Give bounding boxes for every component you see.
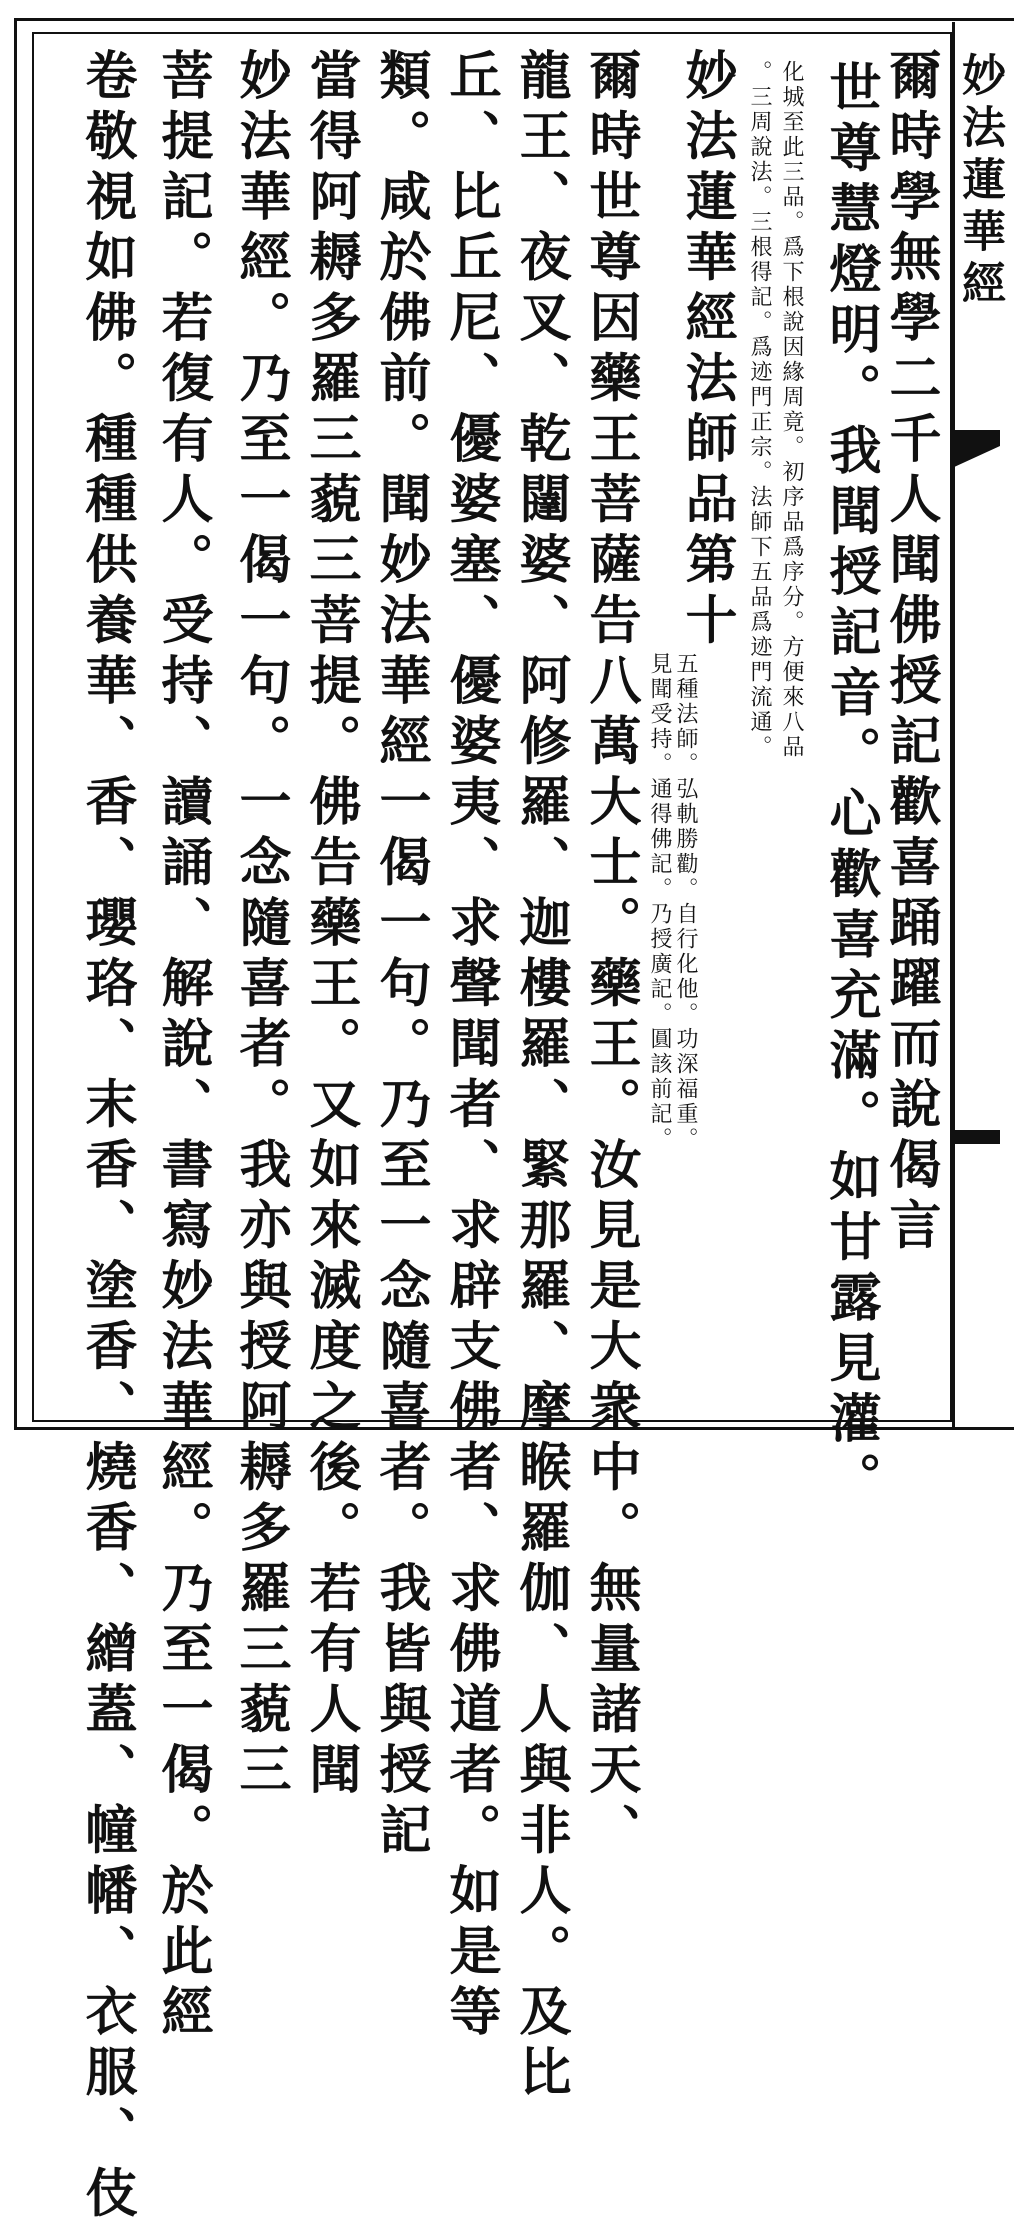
text-column-6: 當得阿耨多羅三藐三菩提。佛告藥王。又如來滅度之後。若有人聞 — [300, 48, 361, 1803]
side-tab-title: 妙法蓮華經 — [954, 52, 1005, 312]
verse-column: 世尊慧燈明。我聞授記音。心歡喜充滿。如甘露見灌。 — [820, 60, 881, 1512]
chapter-note-line-2: 見聞受持。通得佛記。乃授廣記。圓該前記。 — [647, 652, 672, 1152]
side-divider-bar-lower — [952, 1130, 1000, 1144]
text-column-1: 爾時學無學二千人聞佛授記歡喜踊躍而說偈言 — [880, 48, 941, 1258]
text-column-3: 龍王、夜叉、乾闥婆、阿修羅、迦樓羅、緊那羅、摩睺羅伽、人與非人。及比 — [510, 48, 571, 2105]
commentary-line-1: 化城至此三品。爲下根說因緣周竟。初序品爲序分。方便來八品 — [779, 60, 804, 760]
text-column-7: 妙法華經。乃至一偈一句。一念隨喜者。我亦與授阿耨多羅三藐三 — [230, 48, 291, 1803]
commentary-line-2: 。三周說法。三根得記。爲迹門正宗。法師下五品爲迹門流通。 — [747, 60, 772, 760]
chapter-note-line-1: 五種法師。弘軌勝勸。自行化他。功深福重。 — [673, 652, 698, 1152]
text-column-4: 丘、比丘尼、優婆塞、優婆夷、求聲聞者、求辟支佛者、求佛道者。如是等 — [440, 48, 501, 2045]
text-column-8: 菩提記。若復有人。受持、讀誦、解說、書寫妙法華經。乃至一偈。於此經 — [152, 48, 213, 2045]
side-divider-bar — [952, 430, 1000, 446]
side-tab — [952, 22, 1005, 1430]
chapter-title: 妙法蓮華經法師品第十 — [676, 48, 737, 653]
text-column-9: 卷敬視如佛。種種供養華、香、瓔珞、末香、塗香、燒香、繒蓋、幢幡、衣服、伎 — [76, 48, 137, 2226]
text-body — [40, 48, 941, 2226]
text-column-5: 類。咸於佛前。聞妙法華經一偈一句。乃至一念隨喜者。我皆與授記 — [370, 48, 431, 1863]
side-divider-wedge — [952, 446, 1000, 468]
text-column-2: 爾時世尊因藥王菩薩告八萬大士。藥王。汝見是大衆中。無量諸天、 — [580, 48, 641, 1863]
